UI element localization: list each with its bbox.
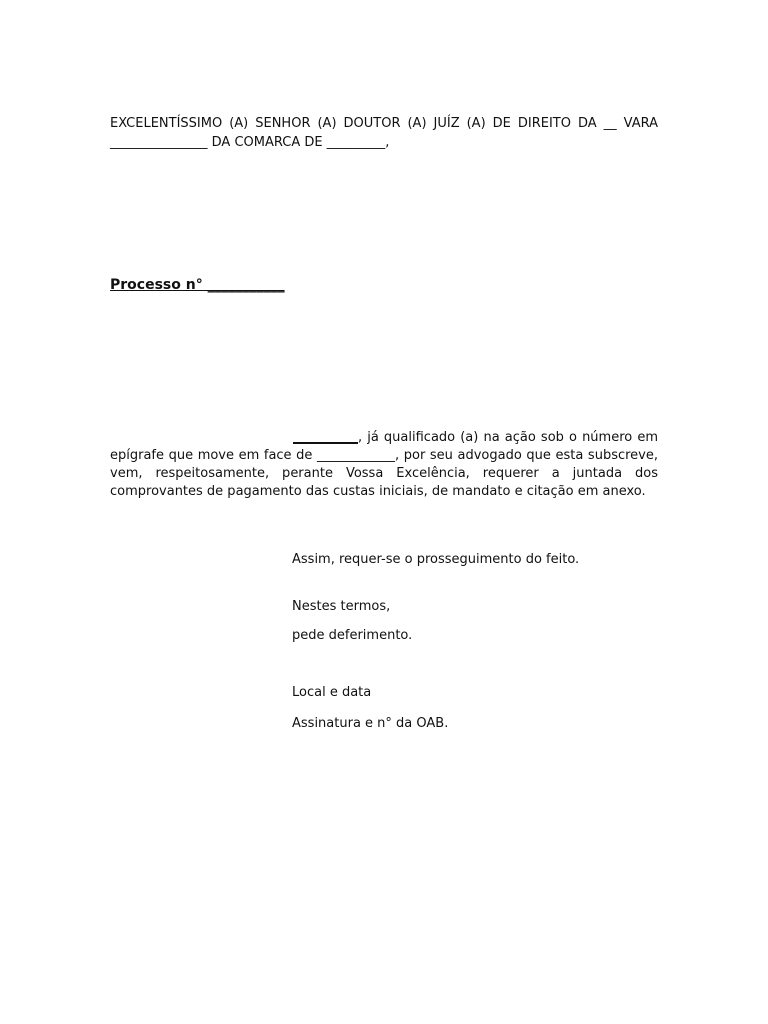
body-line-1: [110, 429, 658, 447]
body-paragraph: [110, 429, 658, 501]
addressee-line-1: EXCELENTÍSSIMO (A) SENHOR (A) DOUTOR (A) JUÍZ (A) DE DIREITO DA __ VARA: [110, 116, 658, 131]
closing-terms: Nestes termos,: [292, 599, 391, 614]
addressee-heading: [110, 114, 658, 152]
closing-request-granted: pede deferimento.: [292, 628, 413, 643]
place-and-date: Local e data: [292, 685, 372, 700]
body-line-2: epígrafe que move em face de ____________, por seu advogado que esta subscreve,: [110, 448, 658, 463]
body-line-4: comprovantes de pagamento das custas iniciais, de mandato e citação em anexo.: [110, 484, 646, 499]
closing-request: Assim, requer-se o prosseguimento do feito.: [292, 552, 580, 567]
process-number: Processo n° ___________: [110, 277, 285, 293]
addressee-line-2: _______________ DA COMARCA DE _________,: [110, 135, 390, 150]
signature-line: Assinatura e n° da OAB.: [292, 716, 449, 731]
party-name-blank: __________: [293, 430, 358, 445]
body-line-1-text: , já qualificado (a) na ação sob o número em: [358, 430, 658, 445]
body-line-3: vem, respeitosamente, perante Vossa Excelência, requerer a juntada dos: [110, 466, 658, 481]
